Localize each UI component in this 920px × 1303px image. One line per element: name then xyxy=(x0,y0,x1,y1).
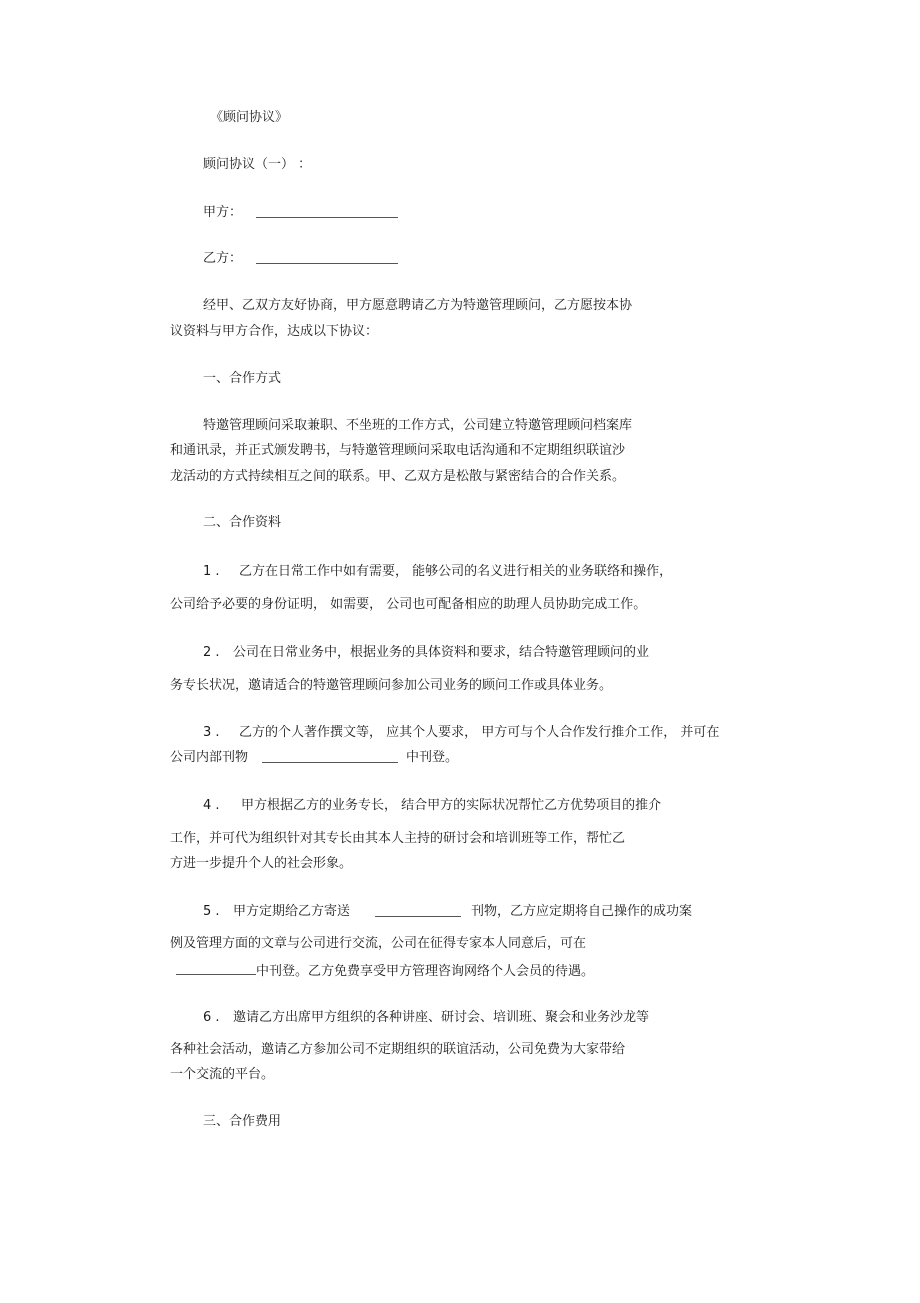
item-4-line-1 xyxy=(203,798,662,814)
item-1-line-1 xyxy=(203,564,673,580)
subtitle: 顾问协议（一） ： xyxy=(203,157,312,172)
section-3-heading: 三、合作费用 xyxy=(203,1114,282,1129)
party-a-field xyxy=(203,205,242,221)
item-1-text-1: 乙方在日常工作中如有需要， 能够公司的名义进行相关的业务联络和操作， xyxy=(239,564,673,579)
intro-line-1: 经甲、乙双方友好协商，甲方愿意聘请乙方为特邀管理顾问，乙方愿按本协 xyxy=(203,298,633,313)
item-6-text-1: 邀请乙方出席甲方组织的各种讲座、研讨会、培训班、聚会和业务沙龙等 xyxy=(233,1010,650,1025)
item-5-blank-1 xyxy=(375,904,461,917)
item-2-number: 2 . xyxy=(203,645,220,660)
item-1-number: 1 . xyxy=(203,564,220,579)
item-1-line-2: 公司给予必要的身份证明， 如需要， 公司也可配备相应的助理人员协助完成工作。 xyxy=(170,597,647,612)
item-4-line-3: 方进一步提升个人的社会形象。 xyxy=(170,856,353,871)
document-title: 《顾问协议》 xyxy=(210,110,289,125)
item-5-text-1b: 刊物，乙方应定期将自己操作的成功案 xyxy=(471,904,693,919)
party-a-label: 甲方： xyxy=(203,205,243,220)
item-5-text-1a: 甲方定期给乙方寄送 xyxy=(233,904,351,919)
item-2-text-1: 公司在日常业务中，根据业务的具体资料和要求，结合特邀管理顾问的业 xyxy=(233,645,650,660)
party-a-blank xyxy=(256,205,398,218)
item-3-line-2 xyxy=(170,750,459,766)
item-3-text-2b: 中刊登。 xyxy=(406,750,459,765)
item-5-number: 5 . xyxy=(203,904,220,919)
item-3-text-2a: 公司内部刊物 xyxy=(170,750,249,765)
item-6-line-3: 一个交流的平台。 xyxy=(170,1067,275,1082)
item-3-line-1 xyxy=(203,725,720,741)
item-5-text-3: 中刊登。乙方免费享受甲方管理咨询网络个人会员的待遇。 xyxy=(256,964,595,979)
section-1-heading: 一、合作方式 xyxy=(203,371,282,386)
item-4-line-2: 工作，并可代为组织针对其专长由其本人主持的研讨会和培训班等工作，帮忙乙 xyxy=(170,831,626,846)
party-b-label: 乙方： xyxy=(203,251,243,266)
item-5-line-3 xyxy=(176,962,594,980)
intro-line-2: 议资料与甲方合作，达成以下协议： xyxy=(170,324,379,339)
item-4-text-1: 甲方根据乙方的业务专长， 结合甲方的实际状况帮忙乙方优势项目的推介 xyxy=(241,798,662,813)
item-5-line-2: 例及管理方面的文章与公司进行交流，公司在征得专家本人同意后，可在 xyxy=(170,936,587,951)
item-4-number: 4 . xyxy=(203,798,220,813)
section-1-line-3: 龙活动的方式持续相互之间的联系。甲、乙双方是松散与紧密结合的合作关系。 xyxy=(170,469,626,484)
item-5-blank-2 xyxy=(176,962,256,975)
item-2-line-1 xyxy=(203,645,650,661)
section-2-heading: 二、合作资料 xyxy=(203,515,282,530)
party-b-field xyxy=(203,251,242,267)
item-3-number: 3 . xyxy=(203,725,220,740)
item-3-blank xyxy=(262,750,398,763)
item-6-line-2: 各种社会活动，邀请乙方参加公司不定期组织的联谊活动，公司免费为大家带给 xyxy=(170,1042,626,1057)
item-6-number: 6 . xyxy=(203,1010,220,1025)
item-6-line-1 xyxy=(203,1010,650,1026)
item-2-line-2: 务专长状况，邀请适合的特邀管理顾问参加公司业务的顾问工作或具体业务。 xyxy=(170,678,613,693)
section-1-line-2: 和通讯录，并正式颁发聘书，与特邀管理顾问采取电话沟通和不定期组织联谊沙 xyxy=(170,443,626,458)
item-5-line-1 xyxy=(203,904,693,920)
item-3-text-1: 乙方的个人著作撰文等， 应其个人要求， 甲方可与个人合作发行推介工作， 并可在 xyxy=(239,725,720,740)
party-b-blank xyxy=(256,251,398,264)
section-1-line-1: 特邀管理顾问采取兼职、不坐班的工作方式，公司建立特邀管理顾问档案库 xyxy=(203,418,633,433)
